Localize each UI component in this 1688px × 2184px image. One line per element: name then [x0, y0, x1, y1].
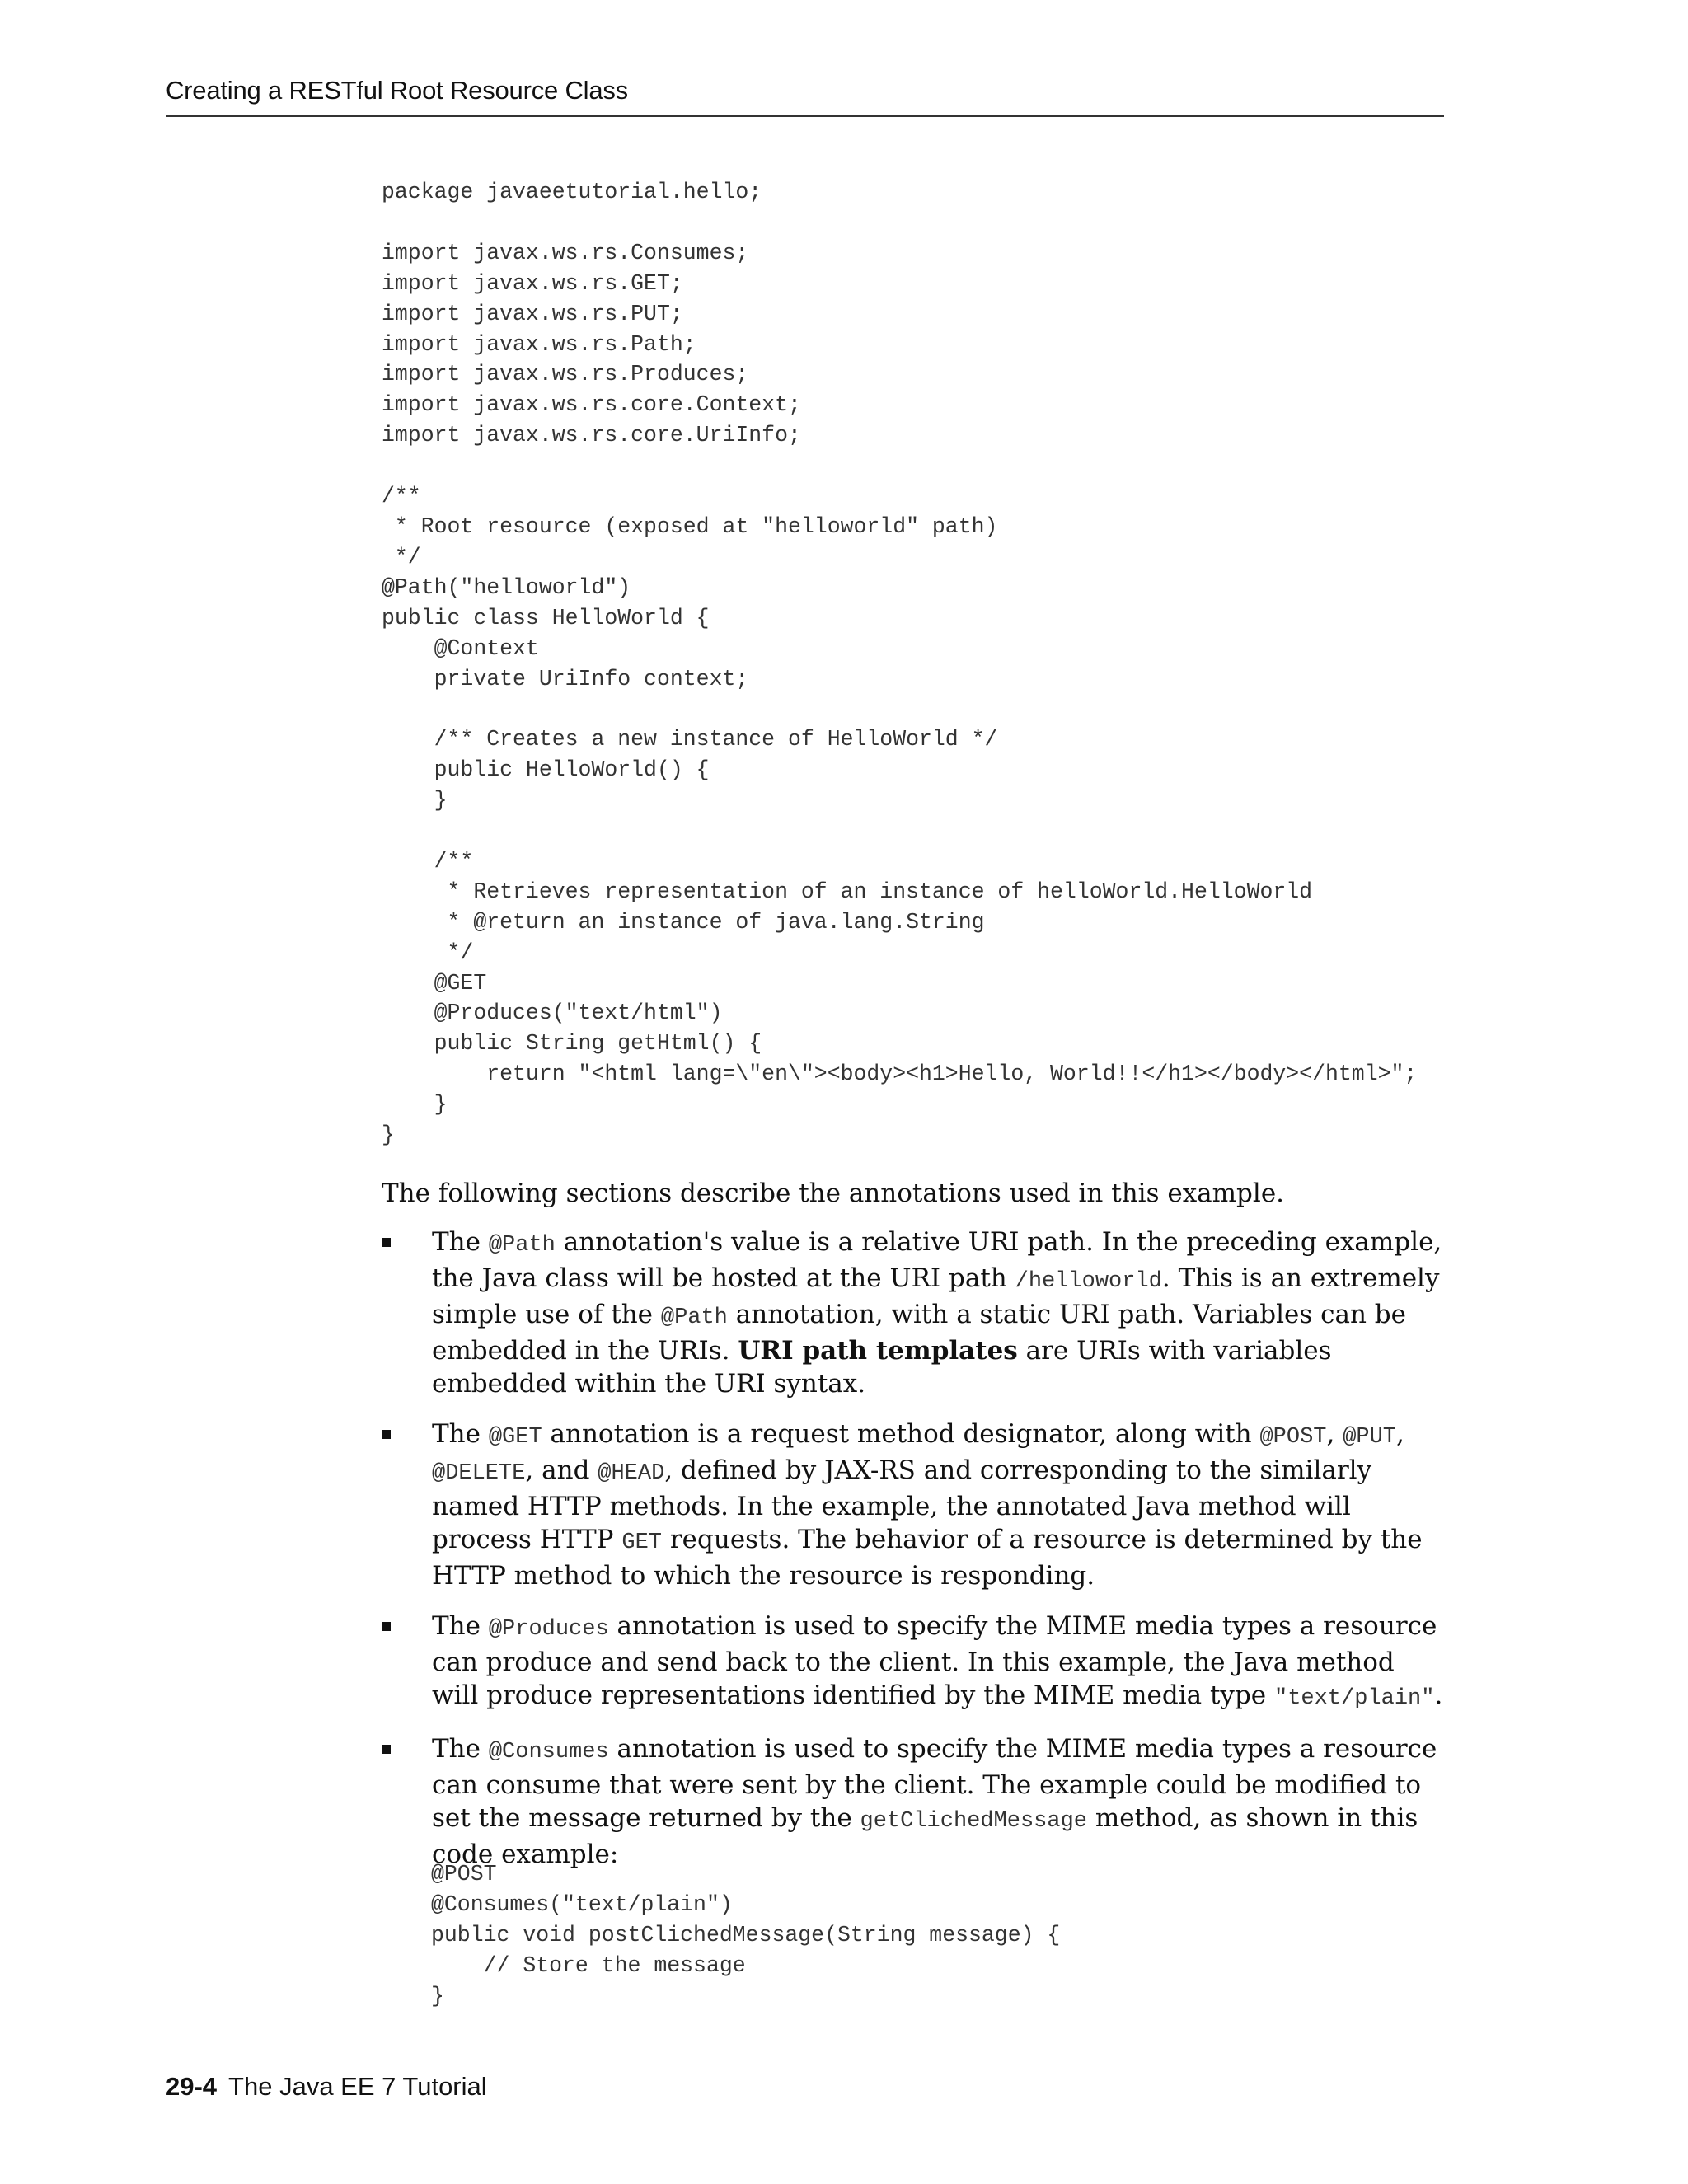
bullet-square-icon	[382, 1745, 391, 1754]
code-fragment: /helloworld	[1015, 1269, 1162, 1294]
code-fragment: @Produces	[488, 1617, 609, 1642]
code-fragment: @Path	[660, 1305, 728, 1330]
code-fragment: @HEAD	[598, 1461, 665, 1486]
code-fragment: getClichedMessage	[860, 1809, 1087, 1834]
intro-paragraph: The following sections describe the annotations used in this example.	[382, 1179, 1285, 1208]
bullet-square-icon	[382, 1430, 391, 1439]
code-fragment: "text/plain"	[1274, 1686, 1435, 1711]
text-fragment: annotation's value is a relative URI path. In the preceding example, the Java class will be hosted at the URI path	[432, 1227, 1442, 1293]
text-fragment: annotation is used to specify the MIME media types a resource can produce and send back to the client. In this example, the Java method will produce representations identified by the MIME media type	[432, 1611, 1437, 1710]
text-fragment: annotation, with a static URI path. Variables can be embedded in the URIs.	[432, 1300, 1406, 1366]
list-item-path	[382, 1226, 1445, 1400]
code-fragment: @PUT	[1343, 1425, 1397, 1450]
text-fragment: . This is an extremely simple use of the	[432, 1263, 1440, 1329]
text-fragment: annotation is used to specify the MIME media types a resource can consume that were sent by the client. The example could be modified to set the message returned by the	[432, 1734, 1437, 1833]
header-divider	[166, 115, 1444, 117]
text-fragment: .	[1434, 1680, 1443, 1710]
bullet-square-icon	[382, 1238, 391, 1247]
list-item-get	[382, 1418, 1445, 1592]
code-fragment: @DELETE	[432, 1461, 526, 1486]
text-fragment: , defined by JAX-RS and corresponding to the similarly named HTTP methods. In the example, the annotated Java method will process HTTP	[432, 1455, 1372, 1554]
text-fragment: , and	[525, 1455, 598, 1485]
list-item-consumes	[382, 1732, 1445, 1871]
code-fragment: @GET	[488, 1425, 542, 1450]
annotation-bullet-list	[382, 1226, 1445, 1888]
list-item-produces	[382, 1610, 1445, 1715]
text-fragment: requests. The behavior of a resource is determined by the HTTP method to which the resource is responding.	[432, 1525, 1423, 1591]
code-listing-consumes-example: @POST @Consumes("text/plain") public void postClichedMessage(String message) { // Store the message }	[431, 1862, 1061, 2008]
bold-term: URI path templates	[738, 1336, 1018, 1366]
text-fragment: The	[432, 1227, 489, 1257]
text-fragment: ,	[1396, 1419, 1404, 1449]
code-listing-helloworld: package javaeetutorial.hello; import javax.ws.rs.Consumes; import javax.ws.rs.GET; import javax.ws.rs.PUT; import javax.ws.rs.Path; import javax.ws.rs.Produces; import javax.ws.rs.core.Context; import javax.ws.rs.core.UriInfo; /** * Root resource (exposed at "helloworld" path) */ @Path("helloworld") public class HelloWorld { @Context private UriInfo context; /** Creates a new instance of HelloWorld */ public HelloWorld() { } /** * Retrieves representation of an instance of helloWorld.HelloWorld * @return an instance of java.lang.String */ @GET @Produces("text/html") public String getHtml() { return "<html lang=\"en\"><body><h1>Hello, World!!</h1></body></html>"; } }	[382, 180, 1418, 1148]
text-fragment: are URIs with variables embedded within the URI syntax.	[432, 1336, 1332, 1399]
text-fragment: The	[432, 1419, 489, 1449]
code-fragment: GET	[621, 1530, 662, 1555]
code-fragment: @POST	[1259, 1425, 1327, 1450]
page-number: 29-4	[166, 2072, 218, 2101]
text-fragment: ,	[1326, 1419, 1343, 1449]
text-fragment: The	[432, 1611, 489, 1641]
book-title: The Java EE 7 Tutorial	[228, 2072, 487, 2101]
code-fragment: @Consumes	[488, 1740, 609, 1765]
text-fragment: method, as shown in this code example:	[432, 1803, 1418, 1869]
code-fragment: @Path	[488, 1233, 556, 1258]
running-header-title: Creating a RESTful Root Resource Class	[166, 76, 628, 105]
page-footer	[166, 2072, 487, 2102]
bullet-square-icon	[382, 1622, 391, 1631]
text-fragment: The	[432, 1734, 489, 1764]
text-fragment: annotation is a request method designator, along with	[542, 1419, 1260, 1449]
